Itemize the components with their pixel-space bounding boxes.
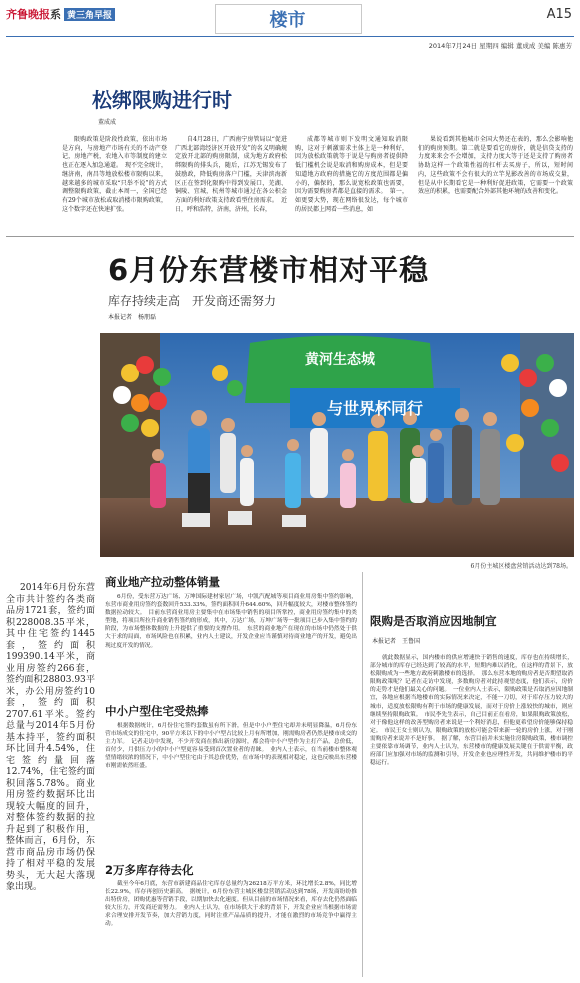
sales-summary-sidebar: 2014年6月份东营全市共计签约各类商品房1721套，签约面积228008.35平米，其中住宅签约1445套，签约面积199390.14平米，商业用房签约266套，签约面积28803.93平米，办公用房签约10套，签约面积2707.61平米。签约总量与2014年5月份基本持平，签约面积环比回升4.54%，住宅签约量回落12.74%，住宅签约面积回落5.78%。商业用房签约数据环比出现较大幅度的回升，对整体签约数据的拉升起到了积极作用，整体而言，6月份，东营市商品房市场仍保持了相对平稳的发展势头，无大起大落现象出现。: [6, 583, 95, 892]
section-title: 楼市: [269, 10, 306, 31]
section-heading: 中小户型住宅受热捧: [105, 704, 209, 718]
article2-subheadline: 库存持续走高 开发商还需努力: [108, 294, 277, 308]
article3-body: 就此数据显示，国内楼市的供应增速快于销售的速度，库存也在持续增长，部分城市的库存已经达到了较高的水平，短期内难以消化，在这样的背景下，放松限购成为一些地方政府刺激楼市的选择。 那么东营本地的购房者是否期望取消限购政策呢？记者在走访中发现，多数购房者对此持观望态度，他们表示，房价的走势才是他们最关心的问题。 一位业内人士表示，限购政策是否取消应因地制宜，各地应根据当地楼市的实际情况来决定，不能一刀切，对于库存压力较大的城市，适度放松限购有利于市场的健康发展，而对于房价上涨较快的城市，则应继续坚持限购政策。 市民李先生表示，自己目前正在看房，如果限购政策放松，对于像他这样的改善型购房者来说是一个利好消息，但他更希望房价能够保持稳定。 市民王女士则认为，限购政策的放松可能会带来新一轮的房价上涨，对于刚需购房者来说并不是好事。 据了解，东营目前并未实施住房限购政策，楼市调控主要依靠市场调节，业内人士认为，东营楼市的健康发展关键在于供需平衡，政府部门应加强对市场的监测和引导，开发企业也应理性开发，共同维护楼市的平稳运行。: [370, 655, 573, 767]
article1-byline: 董成成: [98, 119, 117, 126]
section-body: 6月份，受东营万达广场、万坤国际建材家居广场，中凯汽配城等项目商业用房集中签约影响，东营市商业用房签约套数回升533.33%，签约面积回升644.60%，回升幅度较大，对楼市整体签约数据拉动较大。 目前东营商业用房主要集中在市场集中销售的项目所掌控，商业用房签约集中的类型地，将项目所拉升商业销售签约的形成，其中，万达广场，万坤广场等一批项目已步入集中签约的阶段，为市场整体数据的上升提供了重要的支撑作用。 东营的商业地产在现在的市场中仍然处于供大于求的局面，市场风险也在积累，业内人士建议，开发企业应当谨慎对待商业地产的开发，避免出现过度开发的情况。: [105, 594, 357, 649]
article1-column: 成都等城市则下发明文通知取消限购，这对于刺激需求主体上是一种利好，因为放松政策就等于说是与购房者提供降低门槛机会说是取消和购房成本，但是要知道地方政府的措施它的方度范围都是偏小的，偏保的，那么说宽松政策也需要，因为需要购房者都是直接的需求。 第一，如更要大势，现在网络很发达，每个城市的居民都上网看一些消息，如: [295, 136, 408, 213]
column-divider: [362, 572, 363, 977]
article2-byline: 本报记者 杨朋磊: [108, 314, 157, 321]
photo-caption: 6月份主城区楼盘营销活动达到78场。: [470, 563, 572, 570]
paper-name: 齐鲁晚报: [6, 8, 50, 21]
article1-title: 松绑限购进行时: [92, 88, 232, 112]
system-label: 系: [50, 8, 61, 21]
photo-banner-brand: 黄河生态城: [305, 352, 375, 368]
article3-byline: 本报记者 王鲁国: [372, 638, 421, 645]
header-rule: [6, 36, 574, 37]
edition-badge: 黄三角早报: [64, 8, 115, 21]
article-divider: [6, 236, 574, 237]
event-photo: [100, 333, 574, 557]
section-body: 截至今年6月底，东营市新建商品住宅库存总量约为26218万平方米，环比增长2.8%，同比增长22.9%，库存再创历史新高。 据统计，6月份东营主城区楼盘营销活动达到78场，开发商纷纷推出特价房，团购优惠等营销手段，以期加快去化速度。但从目前的市场情况来看，库存去化仍然面临较大压力，开发商还需努力。 业内人士认为，在市场供大于求的背景下，开发企业应当根据市场需求合理安排开发节奏，加大营销力度，同时注重产品品质的提升，才能在激烈的市场竞争中赢得主动。: [105, 881, 357, 928]
section-heading: 2万多库存待去化: [105, 863, 194, 877]
article1-column: 自4月28日，广西南宁房管局以“促进广西北部湾经济区开放开发”的名义明确规定放开北部的购房限制，成为地方政府松绑限购的排头兵，随后，江苏无锡发布了鼓励政，降低购房落户门槛，天津滨海新区正在签到化限购中得到发展口，芜湖、铜陵、宜城，杭州等城市通过在各公积金方面的利好政策支持政看型住房需求。 近日，呼和浩特，济南，济州，长春，: [175, 136, 287, 213]
article1-column: 限购政策是阶段性政策，依出市场是方向，与房地产市场有关的不动产登记，房地产税，农地入市等制度的建立也正在逐入加急通道。 现不完全统计，继济南，南昌等地放松楼市限购以来，越来越多的城市采取“只举不说”的方式调整限购政策，截止本周一，全国已经有29个城市放松或取消楼市限购政策，这个数字还在快速扩张。: [62, 136, 168, 213]
dateline: 2014年7月24日 星期四 编辑 董成成 美编 陈惠芳: [428, 42, 572, 50]
page-number: A15: [546, 7, 572, 22]
section-heading: 商业地产拉动整体销量: [105, 575, 220, 589]
section-body: 根据数据统计，6月份住宅签约套数虽有所下滑，但是中小户型住宅却并未明显降温，6月份东营市场成交的住宅中，90平方米以下的中小户型占比较上月有所增加，刚需购房者仍然是楼市成交的主力军。 记者走访中发现，不少开发商在推出新房源时，都会将中小户型作为主打产品，总价低，首付少，月供压力小的中小户型更容易受到首次置业者的青睐。 业内人士表示，在当前楼市整体观望情绪较浓的情况下，中小户型住宅由于其总价优势，在市场中的表现相对稳定，这也反映出东营楼市刚需依然旺盛。: [105, 723, 357, 770]
article1-column: 果说看到其他城市全国大势还在表的，那么会影响他们的购房预期。第二就是要看它的房价，就是信贷支持的力度来来会不会增加，支持力度大等于还是支持了购房者协助这样一个政策性福的扛杆去买房子，所以，短时间内，这些政策不会有很大的立竿见影改善的市场成交量，但是从中长期看它是一种利好促进政策，它需要一个政策效应的积累，也需要配合外部其他环境的改善和变化。: [418, 136, 573, 196]
photo-banner-slogan: 与世界杯同行: [326, 399, 423, 418]
article2-headline: 6月份东营楼市相对平稳: [108, 253, 430, 287]
masthead: [6, 6, 115, 22]
article3-headline: 限购是否取消应因地制宜: [370, 614, 497, 628]
